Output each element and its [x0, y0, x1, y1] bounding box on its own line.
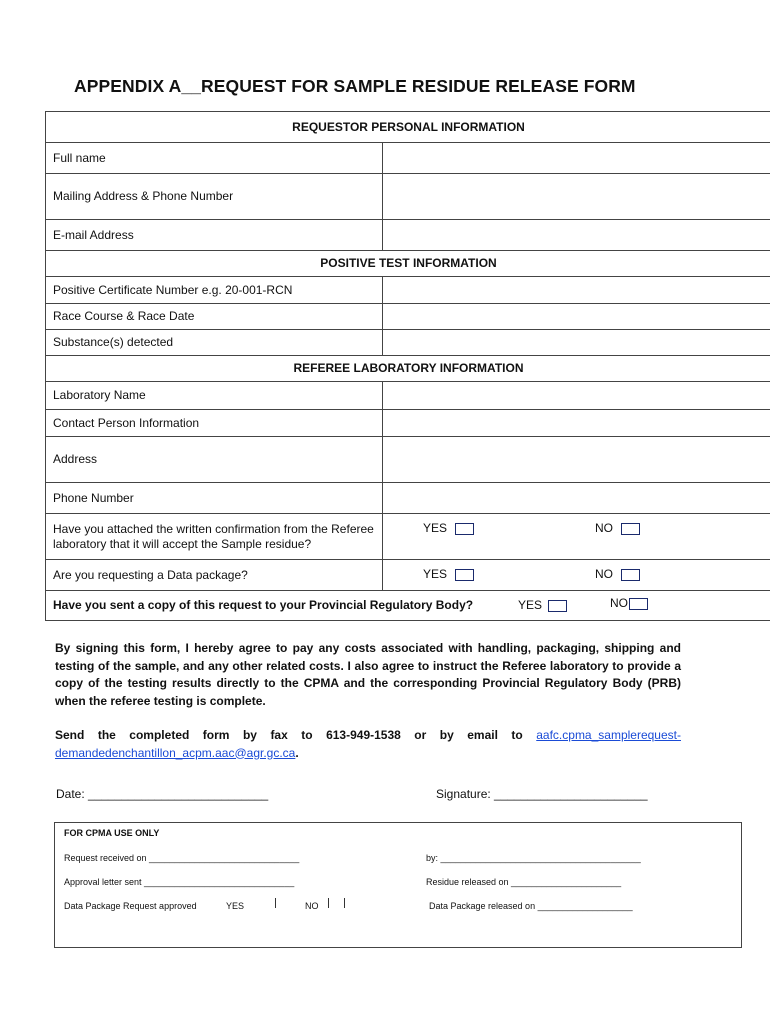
email-label: E-mail Address [46, 220, 383, 251]
q-confirmation-label: Have you attached the written confirmation from the Referee laboratory that it will accept the Sample residue? [46, 514, 383, 560]
cpma-use-only-box [54, 822, 742, 948]
q-data-package-yes-label: YES [423, 567, 448, 581]
send-instructions [55, 727, 681, 762]
residue-released-field[interactable]: Residue released on ______________________ [426, 877, 622, 887]
package-request-no-checkbox-left[interactable] [328, 898, 329, 908]
send-text: Send the completed form by fax to 613-949-1538 or by email to [55, 728, 523, 742]
package-request-no-checkbox-right[interactable] [344, 898, 345, 908]
q-data-package-answer [383, 560, 770, 591]
certificate-number-input[interactable] [383, 277, 770, 304]
mailing-address-label: Mailing Address & Phone Number [46, 174, 383, 220]
email-input[interactable] [383, 220, 770, 251]
q-data-package-yes-checkbox[interactable] [455, 569, 474, 581]
q-provincial-no-checkbox[interactable] [629, 598, 648, 610]
q-provincial-yes-label: YES [518, 598, 543, 612]
certificate-number-label: Positive Certificate Number e.g. 20-001-RCN [46, 277, 383, 304]
phone-number-input[interactable] [383, 483, 770, 514]
package-request-yes-label: YES [226, 901, 245, 911]
section-personal-header: REQUESTOR PERSONAL INFORMATION [46, 112, 770, 143]
q-confirmation-no-label: NO [595, 521, 613, 535]
laboratory-name-label: Laboratory Name [46, 382, 383, 410]
package-request-no-label: NO [305, 901, 319, 911]
cpma-heading: FOR CPMA USE ONLY [64, 828, 160, 838]
q-provincial-no-label: NO [610, 596, 628, 610]
laboratory-name-input[interactable] [383, 382, 770, 410]
mailing-address-input[interactable] [383, 174, 770, 220]
q-provincial-yes-checkbox[interactable] [548, 600, 567, 612]
substance-label: Substance(s) detected [46, 330, 383, 356]
section-referee-header: REFEREE LABORATORY INFORMATION [46, 356, 770, 382]
phone-number-label: Phone Number [46, 483, 383, 514]
lab-address-input[interactable] [383, 437, 770, 483]
q-confirmation-yes-checkbox[interactable] [455, 523, 474, 535]
lab-address-label: Address [46, 437, 383, 483]
substance-input[interactable] [383, 330, 770, 356]
signature-field[interactable]: Signature: _______________________ [436, 787, 648, 801]
package-request-yes-checkbox[interactable] [275, 898, 276, 908]
q-data-package-label: Are you requesting a Data package? [46, 560, 383, 591]
cpma-email-link[interactable]: aafc.cpma_samplerequest-demandedenchantillon_acpm.aac@agr.gc.ca [55, 728, 681, 760]
section-positive-header: POSITIVE TEST INFORMATION [46, 251, 770, 277]
approval-letter-field[interactable]: Approval letter sent ______________________________ [64, 877, 295, 887]
send-end: . [295, 745, 299, 760]
received-by-field[interactable]: by: ________________________________________ [426, 853, 641, 863]
q-data-package-no-label: NO [595, 567, 613, 581]
package-released-field[interactable]: Data Package released on ___________________ [429, 901, 633, 911]
full-name-input[interactable] [383, 143, 770, 174]
q-provincial-label: Have you sent a copy of this request to your Provincial Regulatory Body? [53, 598, 474, 612]
date-field[interactable]: Date: ___________________________ [56, 787, 269, 801]
contact-person-input[interactable] [383, 410, 770, 437]
q-data-package-no-checkbox[interactable] [621, 569, 640, 581]
q-provincial-row [46, 591, 770, 621]
race-course-input[interactable] [383, 304, 770, 330]
full-name-label: Full name [46, 143, 383, 174]
contact-person-label: Contact Person Information [46, 410, 383, 437]
q-confirmation-answer [383, 514, 770, 560]
q-confirmation-no-checkbox[interactable] [621, 523, 640, 535]
race-course-label: Race Course & Race Date [46, 304, 383, 330]
page-title: APPENDIX A__REQUEST FOR SAMPLE RESIDUE RELEASE FORM [74, 76, 636, 96]
agreement-paragraph: By signing this form, I hereby agree to pay any costs associated with handling, packaging, shipping and testing of the sample, and any other related costs. I also agree to instruct the Referee laboratory to provide a copy of the testing results directly to the CPMA and the corresponding Provincial Regulatory Body (PRB) when the referee testing is complete. [55, 641, 681, 708]
package-request-label: Data Package Request approved [64, 901, 197, 911]
request-received-field[interactable]: Request received on ______________________________ [64, 853, 300, 863]
request-form-table [45, 111, 770, 621]
q-confirmation-yes-label: YES [423, 521, 448, 535]
